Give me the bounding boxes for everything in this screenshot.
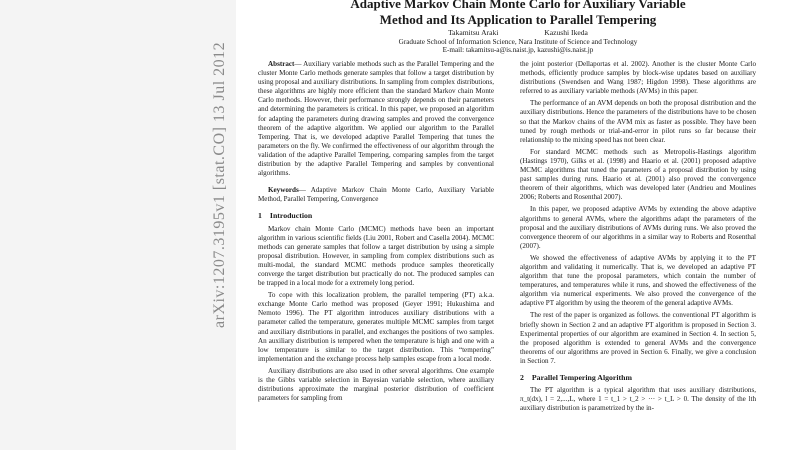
- abstract: [258, 60, 494, 178]
- section-heading: [258, 211, 494, 220]
- section-heading: [520, 373, 756, 382]
- author-list: [236, 28, 800, 37]
- section-title: Parallel Tempering Algorithm: [531, 373, 632, 382]
- paragraph: The rest of the paper is organized as follows. the conventional PT algorithm is briefly shown in Section 2 and an adaptive PT algorithm is proposed in Section 3. Experimental properties of our algorithm are examined in Section 4. In section 5, the proposed algorithm is extended to general AVMs and the convergence theorems of our algorithms are proved in Section 6. Finally, we give a conclusion in Section 7.: [520, 311, 756, 365]
- keywords-label: Keywords: [268, 186, 299, 195]
- paragraph: For standard MCMC methods such as Metropolis-Hastings algorithm (Hastings 1970), Gilks et al. (1998) and Haario et al. (2001) proposed adaptive MCMC algorithms that tuned the parameters of a proposal distribution by using past samples during runs. Haario et al. (2001) also proved the convergence theorem of their algorithms, which was developed later (Andrieu and Moulines 2006; Roberts and Rosenthal 2007).: [520, 147, 756, 202]
- paragraph: Markov chain Monte Carlo (MCMC) methods have been an important algorithm in various scientific fields (Liu 2001, Robert and Casella 2004). MCMC methods can generate samples that follow a target distribution by using a simple proposal distribution. However, in sampling from complex distributions such as multi-modal, the standard MCMC methods produce samples theoretically converge the target distribution but practically do not. The produced samples can be trapped in a local mode for a extremely long period.: [258, 224, 494, 288]
- paragraph: The PT algorithm is a typical algorithm that uses auxiliary distributions, π_t(dx), l = 2,...,L, where 1 = t_1 > t_2 > ··· > t_L > 0. The density of the lth auxiliary distribution is parametrized by the in-: [520, 386, 756, 413]
- paragraph: We showed the effectiveness of adaptive AVMs by applying it to the PT algorithm and validating it numerically. That is, we developed an adaptive PT algorithm that tune the proposal parameters, which contain the number of temperatures, and temperatures while it runs, and showed the effectiveness of the algorithm via numerical experiments. We also proved the convergence of the adaptive PT algorithm by using the theorem of the general adaptive AVMs.: [520, 253, 756, 308]
- author-name: Takamitsu Araki: [448, 28, 499, 37]
- section-title: Introduction: [269, 211, 313, 221]
- paragraph: The performance of an AVM depends on both the proposal distribution and the auxiliary distributions. Hence the parameters of the distributions have to be chosen so that the Markov chains of the AVM mix as faster as possible. They have been tuned by rough methods or trial-and-error in pilot runs so far because their relationship to the mixing speed has not been clear.: [520, 99, 756, 144]
- paragraph: Auxiliary distributions are also used in other several algorithms. One example is the Gibbs variable selection in Bayesian variable selection, where auxiliary distributions approximate the marginal posterior distribution of coefficient parameters for sampling from: [258, 366, 494, 403]
- section-number: 2: [520, 373, 524, 382]
- abstract-label: Abstract: [268, 60, 295, 68]
- abstract-text: — Auxiliary variable methods such as the Parallel Tempering and the cluster Monte Carlo methods generate samples that follow a target distribution by using proposal and auxiliary distributions. In sampling from complex distributions, these algorithms are highly more efficient than the standard Markov chain Monte Carlo methods. However, their performance strongly depends on their parameters and determining the parameters is critical. In this paper, we proposed an algorithm for adapting the parameters during drawing samples and proved the convergence theorem of the adaptive algorithm. We applied our algorithm to the Parallel Tempering. That is, we developed adaptive Parallel Tempering that tunes the parameters on the fly. We confirmed the effectiveness of our algorithm through the validation of the adaptive Parallel Tempering, comparing samples from the target distribution by the adaptive Parallel Tempering and samples by conventional algorithms.: [258, 60, 494, 178]
- affiliation: Graduate School of Information Science, Nara Institute of Science and Technology: [398, 38, 638, 46]
- right-column: [520, 60, 756, 416]
- paragraph: the joint posterior (Dellaportas et al. 2002). Another is the cluster Monte Carlo methods, efficiently produce samples by block-wise updates based on auxiliary distributions (Swendsen and Wang 1987; Higdon 1998). These algorithms are referred to as auxiliary variable methods (AVMs) in this paper.: [520, 60, 756, 96]
- left-column: [258, 60, 494, 406]
- arxiv-identifier: arXiv:1207.3195v1 [stat.CO] 13 Jul 2012: [211, 41, 228, 328]
- paper-page: [236, 0, 800, 450]
- author-name: Kazushi Ikeda: [544, 28, 588, 37]
- paper-title: Adaptive Markov Chain Monte Carlo for Auxiliary Variable Method and Its Application to Parallel Tempering: [350, 0, 686, 27]
- email-line: E-mail: takamitsu-a@is.naist.jp, kazushi@is.naist.jp: [442, 46, 594, 54]
- keywords-text: — Adaptive Markov Chain Monte Carlo, Auxiliary Variable Method, Parallel Tempering, Convergence: [258, 186, 494, 204]
- keywords: [258, 186, 494, 204]
- section-number: 1: [258, 211, 262, 221]
- paragraph: To cope with this localization problem, the parallel tempering (PT) a.k.a. exchange Monte Carlo method was proposed (Geyer 1991; Hukushima and Nemoto 1996). The PT algorithm introduces auxiliary distributions with a parameter called the temperature, generates multiple MCMC samples from target and auxiliary distributions in parallel, and exchanges the positions of two samples. An auxiliary distribution is tempered when the temperature is high and one with a low temperature is similar to the target distribution. This “tempering” implementation and the exchange process help samples escape from a local mode.: [258, 291, 494, 363]
- paragraph: In this paper, we proposed adaptive AVMs by extending the above adaptive algorithms to general AVMs, where the algorithms adapt the parameters of the proposal and the auxiliary distributions of AVMs during runs. We also proved the convergence theorem of our algorithms in a similar way to Roberts and Rosenthal (2007).: [520, 205, 756, 250]
